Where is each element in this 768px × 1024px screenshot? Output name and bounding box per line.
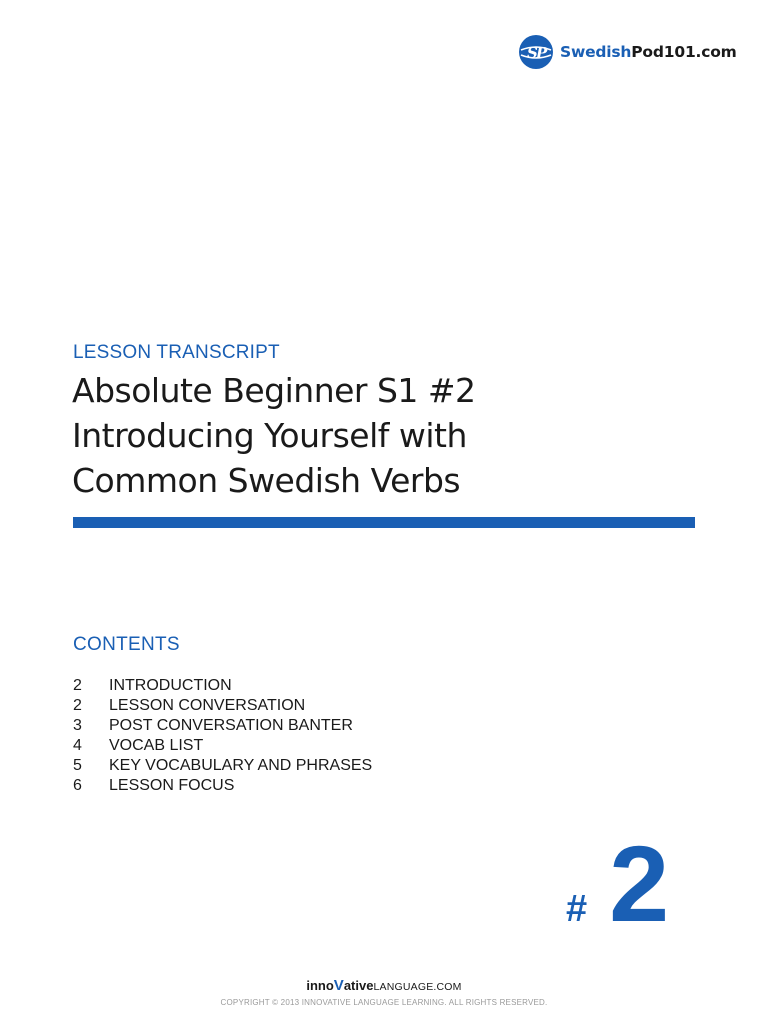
footer-brand-suffix: LANGUAGE.COM — [373, 981, 462, 993]
lesson-title-line: Common Swedish Verbs — [72, 461, 461, 500]
lesson-title — [72, 368, 712, 503]
toc-label: LESSON FOCUS — [109, 777, 235, 794]
title-divider — [73, 517, 695, 528]
lesson-number-badge — [566, 823, 670, 944]
toc-label: LESSON CONVERSATION — [109, 697, 306, 714]
footer-logo[interactable] — [0, 977, 768, 994]
sp-globe-icon — [518, 34, 554, 70]
toc-label: INTRODUCTION — [109, 677, 232, 694]
toc-item[interactable] — [73, 776, 372, 796]
lesson-number-hash: # — [566, 888, 588, 930]
table-of-contents — [73, 676, 372, 796]
toc-page-number: 4 — [73, 737, 82, 754]
toc-page-number: 3 — [73, 717, 82, 734]
lesson-title-line: Introducing Yourself with — [72, 416, 467, 455]
footer-brand-v: V — [333, 977, 344, 994]
document-type-label: LESSON TRANSCRIPT — [73, 342, 280, 363]
toc-item[interactable] — [73, 756, 372, 776]
lesson-title-line: Absolute Beginner S1 #2 — [72, 371, 476, 410]
lesson-number-digit: 2 — [609, 823, 670, 944]
toc-label: POST CONVERSATION BANTER — [109, 717, 353, 734]
toc-item[interactable] — [73, 736, 372, 756]
site-logo[interactable] — [518, 32, 737, 72]
contents-heading: CONTENTS — [73, 634, 180, 655]
toc-label: KEY VOCABULARY AND PHRASES — [109, 757, 373, 774]
toc-item[interactable] — [73, 716, 372, 736]
toc-item[interactable] — [73, 696, 372, 716]
toc-page-number: 2 — [73, 697, 82, 714]
footer-brand-part: inno — [306, 978, 334, 993]
toc-page-number: 2 — [73, 677, 82, 694]
logo-brand: Swedish — [560, 43, 632, 61]
footer-brand-part: ative — [343, 978, 374, 993]
toc-page-number: 6 — [73, 777, 82, 794]
logo-domain: Pod101.com — [631, 43, 737, 61]
svg-text:S: S — [527, 44, 538, 62]
svg-text:P: P — [536, 44, 548, 62]
logo-wordmark — [560, 43, 737, 61]
toc-item[interactable] — [73, 676, 372, 696]
toc-label: VOCAB LIST — [109, 737, 204, 754]
copyright-notice: COPYRIGHT © 2013 INNOVATIVE LANGUAGE LEARNING. ALL RIGHTS RESERVED. — [220, 998, 548, 1007]
toc-page-number: 5 — [73, 757, 82, 774]
